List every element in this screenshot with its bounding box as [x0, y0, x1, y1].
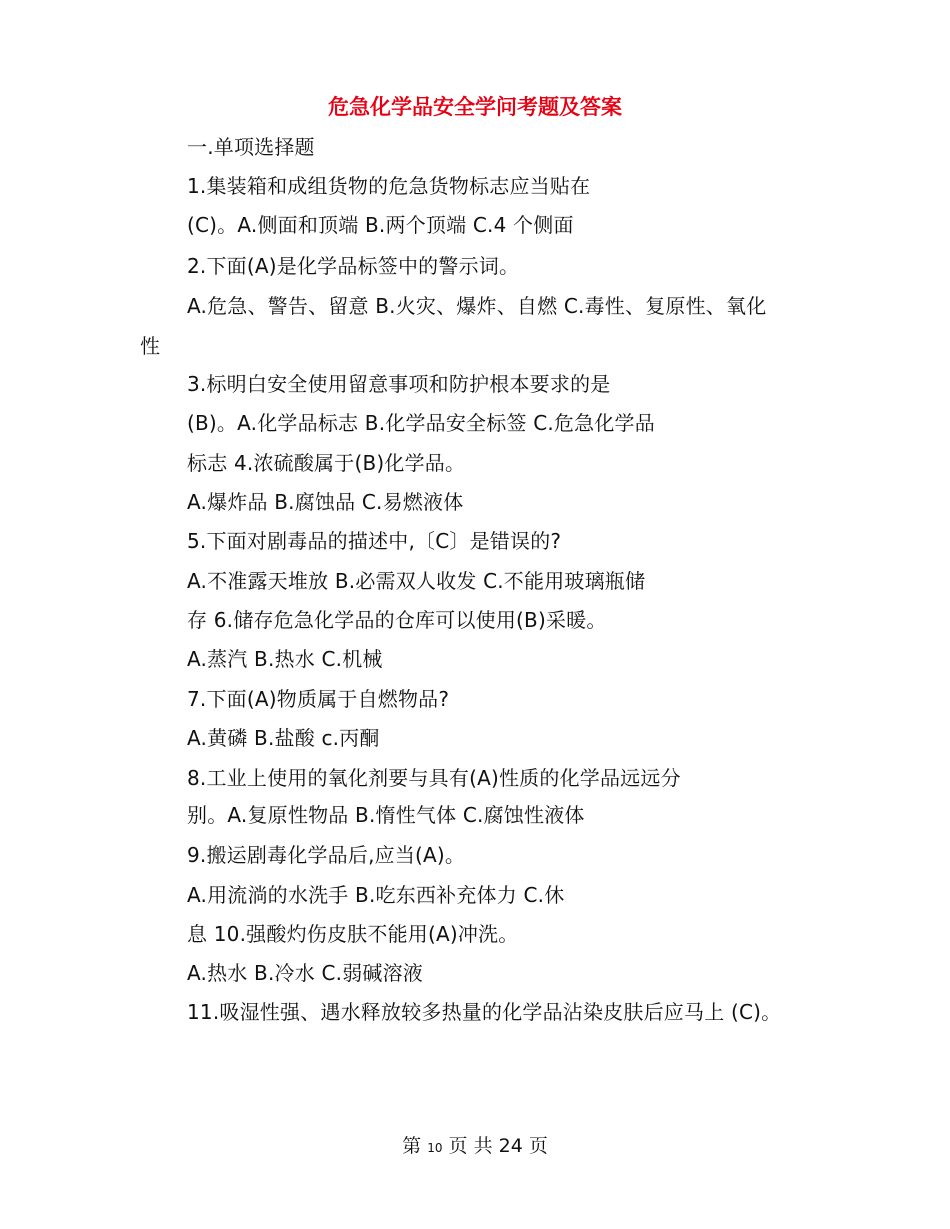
- question-5: 5.下面对剧毒品的描述中,〔C〕是错误的?: [187, 529, 562, 553]
- answer-options-2-continued: 性: [140, 334, 161, 358]
- question-4: 标志 4.浓硫酸属于(B)化学品。: [187, 451, 466, 475]
- answer-options-9: A.用流淌的水洗手 B.吃东西补充体力 C.休: [187, 883, 565, 907]
- answer-options-4: A.爆炸品 B.腐蚀品 C.易燃液体: [187, 490, 464, 514]
- question-8: 8.工业上使用的氧化剂要与具有(A)性质的化学品远远分: [187, 766, 681, 790]
- answer-options-7: A.黄磷 B.盐酸 c.丙酮: [187, 726, 380, 750]
- answer-options-6: A.蒸汽 B.热水 C.机械: [187, 647, 383, 671]
- question-7: 7.下面(A)物质属于自燃物品?: [187, 687, 450, 711]
- footer-page-number: 10: [427, 1141, 443, 1155]
- footer-prefix: 第: [402, 1135, 422, 1157]
- question-9: 9.搬运剧毒化学品后,应当(A)。: [187, 843, 466, 867]
- document-title: 危急化学品安全学问考题及答案: [328, 95, 622, 119]
- question-1: 1.集装箱和成组货物的危急货物标志应当贴在: [187, 174, 591, 198]
- answer-options-3: (B)。A.化学品标志 B.化学品安全标签 C.危急化学品: [187, 411, 655, 435]
- question-10: 息 10.强酸灼伤皮肤不能用(A)冲洗。: [187, 922, 519, 946]
- question-3: 3.标明白安全使用留意事项和防护根本要求的是: [187, 372, 611, 396]
- answer-options-2: A.危急、警告、留意 B.火灾、爆炸、自燃 C.毒性、复原性、氧化: [187, 294, 767, 318]
- section-heading: 一.单项选择题: [187, 135, 315, 159]
- question-2: 2.下面(A)是化学品标签中的警示词。: [187, 254, 520, 278]
- page-footer: [0, 1133, 950, 1161]
- answer-options-1: (C)。A.侧面和顶端 B.两个顶端 C.4 个侧面: [187, 213, 574, 237]
- question-11: 11.吸湿性强、遇水释放较多热量的化学品沾染皮肤后应马上 (C)。: [187, 1000, 782, 1024]
- footer-suffix: 页 共 24 页: [448, 1135, 548, 1157]
- question-6: 存 6.储存危急化学品的仓库可以使用(B)采暖。: [187, 608, 607, 632]
- answer-options-5: A.不准露天堆放 B.必需双人收发 C.不能用玻璃瓶储: [187, 569, 646, 593]
- answer-options-10: A.热水 B.冷水 C.弱碱溶液: [187, 961, 424, 985]
- answer-options-8: 别。A.复原性物品 B.惰性气体 C.腐蚀性液体: [187, 803, 585, 827]
